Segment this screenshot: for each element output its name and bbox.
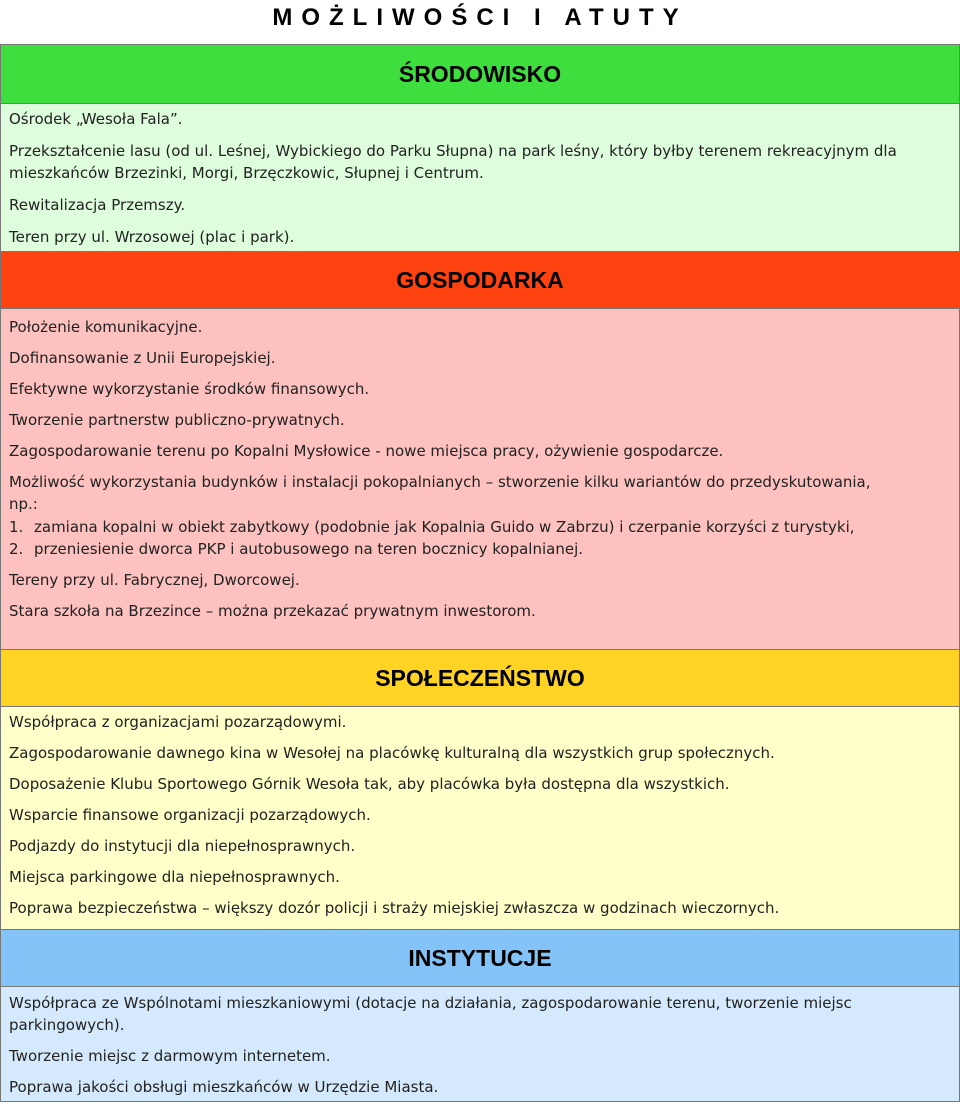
list-item: Efektywne wykorzystanie środków finansowych. — [9, 380, 370, 398]
list-item: Teren przy ul. Wrzosowej (plac i park). — [9, 228, 295, 246]
list-item: Stara szkoła na Brzezince – można przekazać prywatnym inwestorom. — [9, 602, 536, 620]
list-item: Ośrodek „Wesoła Fala”. — [9, 110, 183, 128]
list-number: 1. — [9, 518, 24, 536]
list-item: Miejsca parkingowe dla niepełnosprawnych. — [9, 868, 340, 886]
numbered-list-item — [9, 538, 959, 560]
section-body-spoleczenstwo — [1, 707, 959, 929]
section-spoleczenstwo — [0, 649, 960, 929]
list-item: Rewitalizacja Przemszy. — [9, 196, 186, 214]
section-instytucje — [0, 929, 960, 1102]
list-item: Poprawa jakości obsługi mieszkańców w Urzędzie Miasta. — [9, 1078, 439, 1096]
section-header-spoleczenstwo: SPOŁECZEŃSTWO — [1, 649, 959, 707]
list-item: Tereny przy ul. Fabrycznej, Dworcowej. — [9, 571, 300, 589]
section-body-gospodarka — [1, 309, 959, 649]
list-item: Poprawa bezpieczeństwa – większy dozór policji i straży miejskiej zwłaszcza w godzinach wieczornych. — [9, 899, 780, 917]
section-srodowisko — [0, 44, 960, 251]
numbered-list-item — [9, 516, 959, 538]
section-header-gospodarka: GOSPODARKA — [1, 251, 959, 309]
section-header-srodowisko: ŚRODOWISKO — [1, 44, 959, 104]
list-item: Zagospodarowanie terenu po Kopalni Mysłowice - nowe miejsca pracy, ożywienie gospodarcze. — [9, 442, 724, 460]
list-item: Przekształcenie lasu (od ul. Leśnej, Wybickiego do Parku Słupna) na park leśny, który byłby terenem rekreacyjnym dla mieszkańców Brzezinki, Morgi, Brzęczkowic, Słupnej i Centrum. — [9, 142, 897, 182]
list-item: Współpraca z organizacjami pozarządowymi. — [9, 713, 347, 731]
list-item: Możliwość wykorzystania budynków i instalacji pokopalnianych – stworzenie kilku wariantów do przedyskutowania, np.: — [9, 473, 871, 513]
section-gospodarka — [0, 251, 960, 649]
list-item: Zagospodarowanie dawnego kina w Wesołej na placówkę kulturalną dla wszystkich grup społecznych. — [9, 744, 775, 762]
section-header-instytucje: INSTYTUCJE — [1, 929, 959, 987]
list-item: Tworzenie partnerstw publiczno-prywatnych. — [9, 411, 345, 429]
list-item: Podjazdy do instytucji dla niepełnosprawnych. — [9, 837, 356, 855]
numbered-list — [9, 516, 959, 560]
page-title: MOŻLIWOŚCI I ATUTY — [272, 4, 688, 31]
list-item-text: zamiana kopalni w obiekt zabytkowy (podobnie jak Kopalnia Guido w Zabrzu) i czerpanie korzyści z turystyki, — [34, 518, 855, 536]
list-item-text: przeniesienie dworca PKP i autobusowego na teren bocznicy kopalnianej. — [34, 540, 584, 558]
section-body-instytucje — [1, 987, 959, 1102]
list-item: Wsparcie finansowe organizacji pozarządowych. — [9, 806, 371, 824]
list-number: 2. — [9, 540, 24, 558]
list-item: Położenie komunikacyjne. — [9, 318, 203, 336]
section-body-srodowisko — [1, 104, 959, 251]
list-item: Tworzenie miejsc z darmowym internetem. — [9, 1047, 331, 1065]
list-item: Współpraca ze Wspólnotami mieszkaniowymi (dotacje na działania, zagospodarowanie terenu, tworzenie miejsc parkingowych). — [9, 994, 852, 1034]
list-item: Dofinansowanie z Unii Europejskiej. — [9, 349, 276, 367]
list-item: Doposażenie Klubu Sportowego Górnik Wesoła tak, aby placówka była dostępna dla wszystkich. — [9, 775, 730, 793]
